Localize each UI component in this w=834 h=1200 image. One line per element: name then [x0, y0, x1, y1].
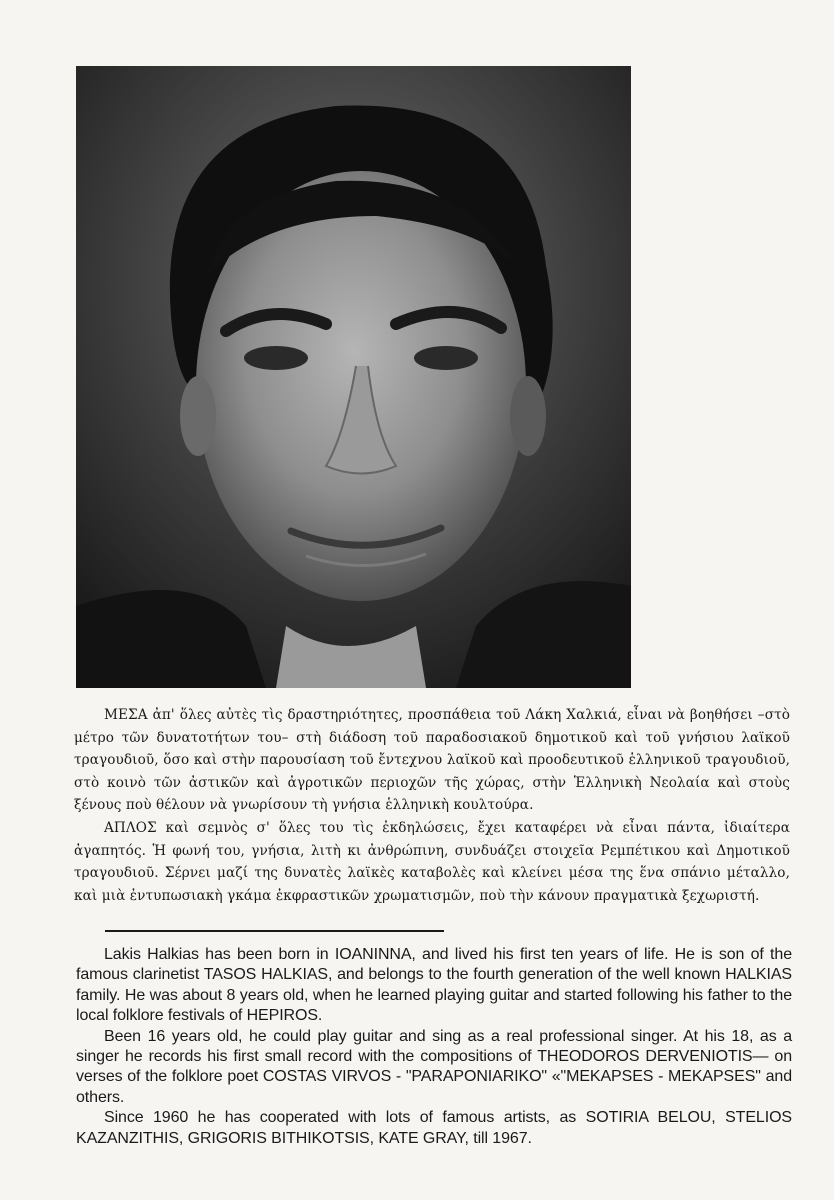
english-paragraph-3: Since 1960 he has cooperated with lots of famous artists, as SOTIRIA BELOU, STELIOS KAZANZITHIS, GRIGORIS BITHIKOTSIS, KATE GRAY, till 1967.	[76, 1109, 792, 1147]
greek-text	[74, 704, 790, 907]
greek-paragraph-2: ΑΠΛΟΣ καὶ σεμνὸς σ' ὅλες του τὶς ἐκδηλώσεις, ἔχει καταφέρει νὰ εἶναι πάντα, ἰδιαίτερα ἀγαπητός. Ἡ φωνή του, γνήσια, λιτὴ κι ἀνθρώπινη, συνδυάζει στοιχεῖα Ρεμπέτικου καὶ Δημοτικοῦ τραγουδιοῦ. Σέρνει μαζί της δυνατὲς λαϊκὲς καταβολὲς καὶ κλείνει μέσα της ἕνα σπάνιο μέταλλο, καὶ μιὰ ἐντυπωσιακὴ γκάμα ἐκφραστικῶν χρωματισμῶν, ποὺ τὴν κάνουν πραγματικὰ ξεχωριστή.	[74, 819, 790, 904]
portrait-photo	[76, 66, 631, 688]
section-divider	[105, 930, 444, 932]
english-text	[76, 945, 792, 1149]
english-paragraph-1: Lakis Halkias has been born in IOANINNA, and lived his first ten years of life. He is son of the famous clarinetist TASOS HALKIAS, and belongs to the fourth generation of the well known HALKIAS family. He was about 8 years old, when he learned playing guitar and started following his father to the local folklore festivals of HEPIROS.	[76, 946, 792, 1025]
portrait-image	[76, 66, 631, 688]
greek-paragraph-1: ΜΕΣΑ ἀπ' ὅλες αὐτὲς τὶς δραστηριότητες, προσπάθεια τοῦ Λάκη Χαλκιά, εἶναι νὰ βοηθήσει –στὸ μέτρο τῶν δυνατοτήτων του– στὴ διάδοση τοῦ παραδοσιακοῦ δημοτικοῦ καὶ τοῦ γνήσιου λαϊκοῦ τραγουδιοῦ, ὅσο καὶ στὴν παρουσίαση τοῦ ἔντεχνου λαϊκοῦ καὶ προοδευτικοῦ ἑλληνικοῦ τραγουδιοῦ, στὸ κοινὸ τῶν ἀστικῶν καὶ ἀγροτικῶν περιοχῶν τῆς χώρας, στὴν Ἑλληνικὴ Νεολαία καὶ στοὺς ξένους ποὺ θέλουν νὰ γνωρίσουν τὴ γνήσια ἑλληνικὴ κουλτούρα.	[74, 707, 790, 814]
english-paragraph-2: Been 16 years old, he could play guitar and sing as a real professional singer. At his 18, as a singer he records his first small record with the compositions of THEODOROS DERVENIOTIS— on verses of the folklore poet COSTAS VIRVOS - "PARAPONIARIKO" «"MEKAPSES - MEKAPSES" and others.	[76, 1027, 792, 1106]
